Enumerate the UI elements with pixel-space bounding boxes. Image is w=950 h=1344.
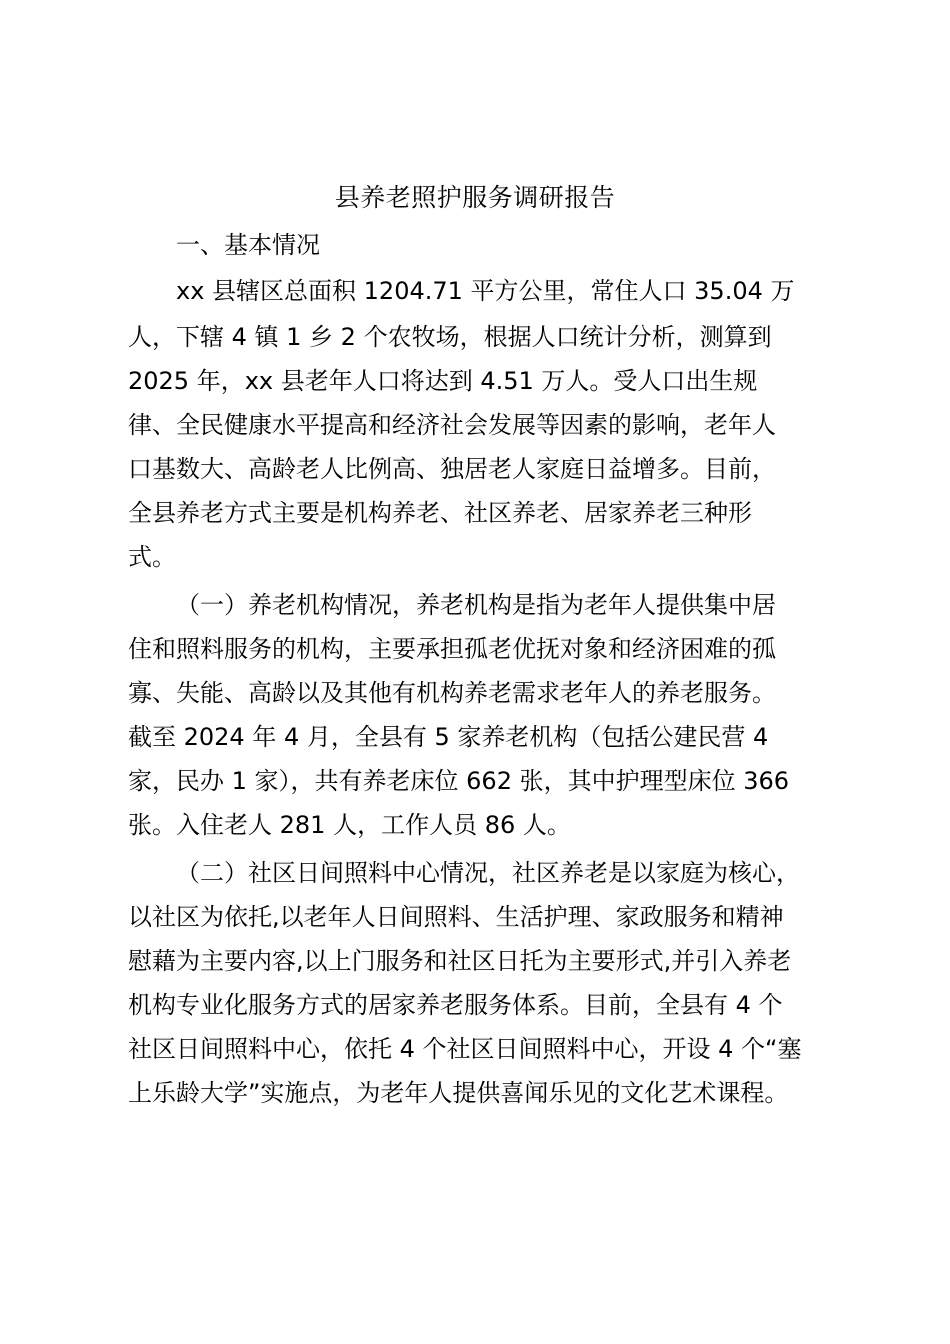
paragraph-line: 寡、失能、高龄以及其他有机构养老需求老年人的养老服务。 [128, 679, 776, 707]
paragraph-line: 住和照料服务的机构，主要承担孤老优抚对象和经济困难的孤 [128, 635, 776, 663]
paragraph-line: 家，民办 1 家），共有养老床位 662 张，其中护理型床位 366 [128, 767, 790, 795]
paragraph-line: 口基数大、高龄老人比例高、独居老人家庭日益增多。目前， [128, 455, 776, 483]
paragraph-line: 张。入住老人 281 人，工作人员 86 人。 [128, 811, 571, 839]
paragraph-line: xx 县辖区总面积 1204.71 平方公里，常住人口 35.04 万 [176, 277, 795, 305]
paragraph-line: 慰藉为主要内容,以上门服务和社区日托为主要形式,并引入养老 [128, 947, 792, 975]
paragraph-line: 上乐龄大学”实施点，为老年人提供喜闻乐见的文化艺术课程。 [128, 1079, 789, 1107]
paragraph-line: （一）养老机构情况，养老机构是指为老年人提供集中居 [176, 591, 776, 619]
document-title: 县养老照护服务调研报告 [334, 183, 616, 212]
paragraph-line: 截至 2024 年 4 月，全县有 5 家养老机构（包括公建民营 4 [128, 723, 769, 751]
paragraph-line: 机构专业化服务方式的居家养老服务体系。目前，全县有 4 个 [128, 991, 783, 1019]
section-heading: 一、基本情况 [176, 231, 320, 259]
paragraph-line: 以社区为依托,以老年人日间照料、生活护理、家政服务和精神 [128, 903, 784, 931]
paragraph-line: 社区日间照料中心，依托 4 个社区日间照料中心，开设 4 个“塞 [128, 1035, 802, 1063]
paragraph-line: 人，下辖 4 镇 1 乡 2 个农牧场，根据人口统计分析，测算到 [128, 323, 772, 351]
paragraph-line: 2025 年，xx 县老年人口将达到 4.51 万人。受人口出生规 [128, 367, 758, 395]
paragraph-line: 式。 [128, 543, 176, 571]
paragraph-line: 全县养老方式主要是机构养老、社区养老、居家养老三种形 [128, 499, 752, 527]
paragraph-line: 律、全民健康水平提高和经济社会发展等因素的影响，老年人 [128, 411, 776, 439]
paragraph-line: （二）社区日间照料中心情况，社区养老是以家庭为核心， [176, 859, 800, 887]
